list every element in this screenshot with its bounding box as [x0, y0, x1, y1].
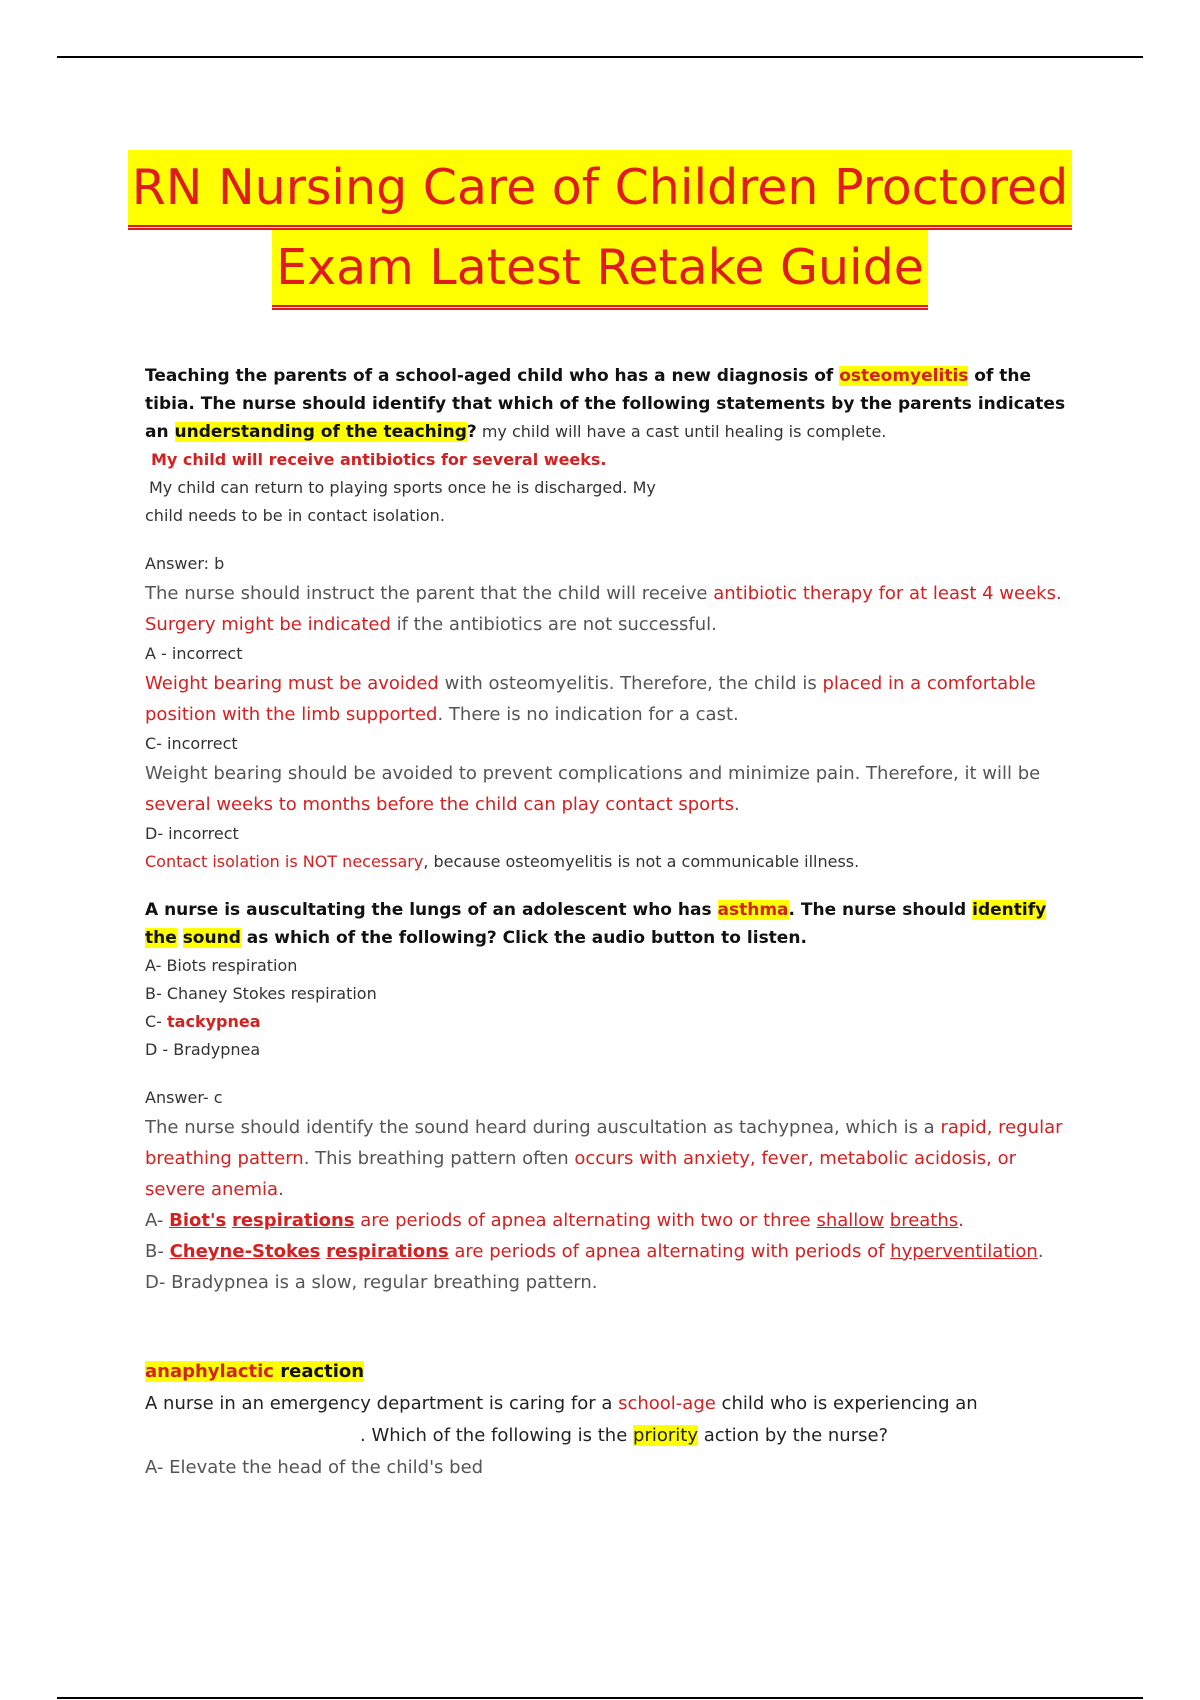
- question-2-d-explanation: D- Bradypnea is a slow, regular breathing pattern.: [145, 1272, 598, 1293]
- question-1-stem: Teaching the parents of a school-aged child who has a new diagnosis of osteomyelitis of the tibia. The nurse should identify that which of the following statements by the parents indicates an understanding of the teaching? my child will have a cast until healing is complete.: [145, 366, 1066, 442]
- question-2-answer: Answer- c: [145, 1088, 223, 1107]
- bottom-rule: [57, 1697, 1143, 1699]
- question-1-explanation: The nurse should instruct the parent that the child will receive antibiotic therapy for at least 4 weeks. Surgery might be indicated if the antibiotics are not successful.: [145, 583, 1062, 635]
- question-1-d-label: D- incorrect: [145, 824, 239, 843]
- question-2-explanation: The nurse should identify the sound heard during auscultation as tachypnea, which is a rapid, regular breathing pattern. This breathing pattern often occurs with anxiety, fever, metabolic acidosis, or severe anemia.: [145, 1117, 1063, 1200]
- title-line-1: RN Nursing Care of Children Proctored: [128, 150, 1072, 230]
- question-3-option-a: A- Elevate the head of the child's bed: [145, 1457, 484, 1478]
- question-1-option-d: child needs to be in contact isolation.: [145, 506, 445, 525]
- question-1-c-explanation: Weight bearing should be avoided to prevent complications and minimize pain. Therefore, it will be several weeks to months before the child can play contact sports.: [145, 763, 1041, 815]
- question-1-c-label: C- incorrect: [145, 734, 238, 753]
- question-1-answer: Answer: b: [145, 554, 225, 573]
- question-1-a-label: A - incorrect: [145, 644, 243, 663]
- question-2-stem: A nurse is auscultating the lungs of an adolescent who has asthma. The nurse should identify the sound as which of the following? Click the audio button to listen.: [145, 900, 1047, 948]
- question-3-heading: anaphylactic reaction: [145, 1361, 365, 1382]
- question-2-option-c: C- tackypnea: [145, 1012, 261, 1031]
- title-line-2: Exam Latest Retake Guide: [272, 230, 928, 310]
- question-1-option-b: My child will receive antibiotics for several weeks.: [151, 450, 607, 469]
- document-body: [145, 362, 1080, 1483]
- question-2-b-explanation: B- Cheyne-Stokes respirations are periods of apnea alternating with periods of hyperventilation.: [145, 1241, 1044, 1262]
- question-2-a-explanation: A- Biot's respirations are periods of apnea alternating with two or three shallow breaths.: [145, 1210, 964, 1231]
- question-1-a-explanation: Weight bearing must be avoided with osteomyelitis. Therefore, the child is placed in a comfortable position with the limb supported. There is no indication for a cast.: [145, 673, 1036, 725]
- question-2-option-a: A- Biots respiration: [145, 956, 298, 975]
- question-1-option-a: my child will have a cast until healing is complete.: [476, 422, 887, 441]
- document-title: [0, 150, 1200, 310]
- question-1-d-explanation: Contact isolation is NOT necessary, because osteomyelitis is not a communicable illness.: [145, 852, 860, 871]
- question-1-option-c: My child can return to playing sports once he is discharged. My: [149, 478, 656, 497]
- question-2-option-d: D - Bradypnea: [145, 1040, 261, 1059]
- question-3-stem: A nurse in an emergency department is caring for a school-age child who is experiencing an . Which of the following is the priority action by the nurse?: [145, 1393, 978, 1446]
- question-2-option-b: B- Chaney Stokes respiration: [145, 984, 377, 1003]
- top-rule: [57, 56, 1143, 58]
